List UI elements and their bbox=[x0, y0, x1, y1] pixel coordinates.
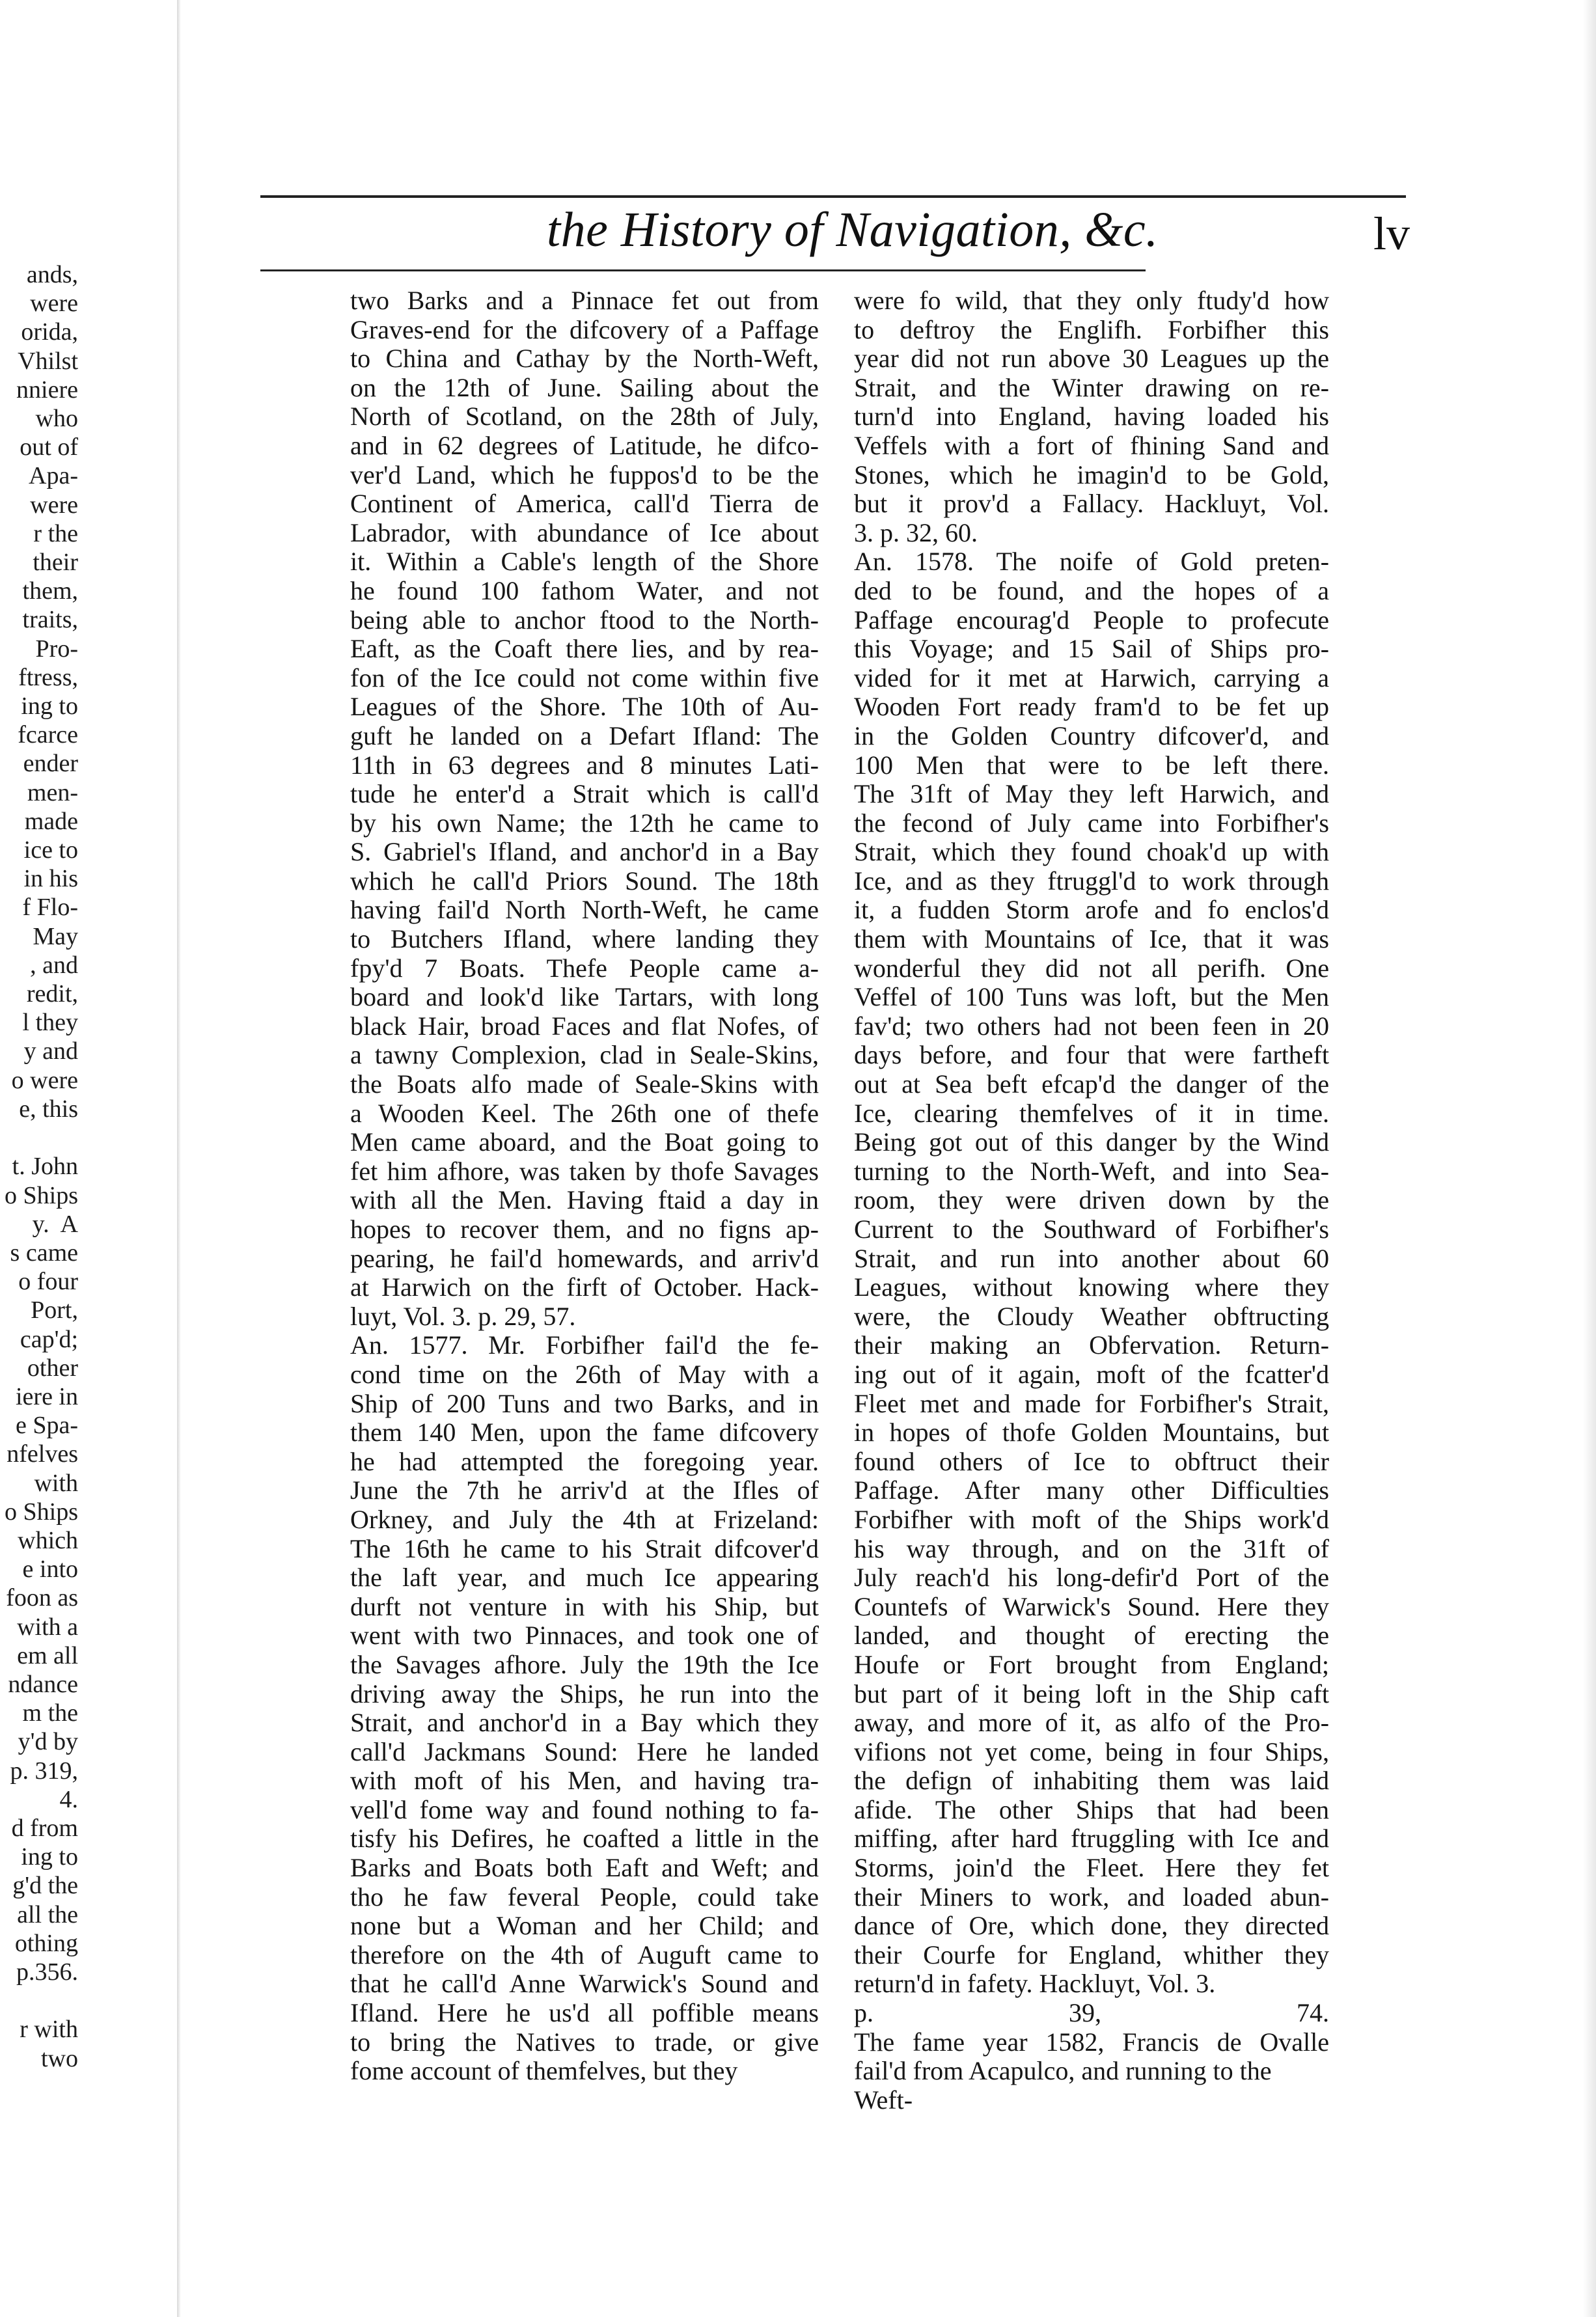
text-line: with all the Men. Having ftaid a day in bbox=[350, 1185, 819, 1215]
previous-page-fragment: s came bbox=[10, 1239, 78, 1267]
previous-page-fragment: p. 319, bbox=[10, 1757, 78, 1785]
previous-page-fragment: e, this bbox=[19, 1095, 78, 1123]
text-line: 11th in 63 degrees and 8 minutes Lati- bbox=[350, 750, 819, 780]
text-line: fav'd; two others had not been feen in 20 bbox=[854, 1011, 1329, 1041]
text-line: Weft- bbox=[854, 2085, 913, 2115]
text-line: Ice, clearing themfelves of it in time. bbox=[854, 1098, 1329, 1128]
text-line: the laft year, and much Ice appearing bbox=[350, 1563, 819, 1593]
text-line: but part of it being loft in the Ship caft bbox=[854, 1679, 1329, 1708]
text-line: guft he landed on a Defart Ifland: The bbox=[350, 720, 819, 750]
text-line: The fame year 1582, Francis de Ovalle bbox=[854, 2027, 1329, 2057]
text-line: the fecond of July came into Forbifher's bbox=[854, 808, 1329, 838]
previous-page-fragment: o were bbox=[11, 1066, 78, 1094]
previous-page-fragment: em all bbox=[17, 1641, 78, 1669]
text-line: call'd Jackmans Sound: Here he landed bbox=[350, 1736, 819, 1766]
text-line: to Butchers Ifland, where landing they bbox=[350, 924, 819, 954]
text-line: durft not venture in with his Ship, but bbox=[350, 1591, 819, 1621]
text-line: their Courfe for England, whither they bbox=[854, 1940, 1329, 1969]
text-line: Countefs of Warwick's Sound. Here they bbox=[854, 1591, 1329, 1621]
text-line: Ice, and as they ftruggl'd to work through bbox=[854, 866, 1329, 896]
text-line: he found 100 fathom Water, and not bbox=[350, 575, 819, 605]
text-line: fome account of themfelves, but they bbox=[350, 2056, 738, 2086]
text-line: tisfy his Defires, he coafted a little in the bbox=[350, 1824, 819, 1854]
text-line: them 140 Men, upon the fame difcovery bbox=[350, 1418, 819, 1447]
text-line: in the Golden Country difcover'd, and bbox=[854, 720, 1329, 750]
text-line: wonderful they did not all perifh. One bbox=[854, 953, 1329, 983]
text-line: vifions not yet come, being in four Ships, bbox=[854, 1736, 1329, 1766]
text-line: Storms, join'd the Fleet. Here they fet bbox=[854, 1853, 1329, 1883]
previous-page-fragment: orida, bbox=[21, 318, 78, 346]
text-line: Stones, which he imagin'd to be Gold, bbox=[854, 459, 1329, 489]
text-line: that he call'd Anne Warwick's Sound and bbox=[350, 1969, 819, 1999]
text-line: 100 Men that were to be left there. bbox=[854, 750, 1329, 780]
text-line: return'd in fafety. Hackluyt, Vol. 3. bbox=[854, 1969, 1216, 1999]
previous-page-fragment: who bbox=[35, 405, 78, 433]
text-line: Strait, and anchor'd in a Bay which they bbox=[350, 1708, 819, 1738]
text-line: Strait, and the Winter drawing on re- bbox=[854, 372, 1329, 402]
text-line: July reach'd his long-defir'd Port of the bbox=[854, 1563, 1329, 1593]
text-line: June the 7th he arriv'd at the Ifles of bbox=[350, 1475, 819, 1505]
previous-page-fragment: e into bbox=[22, 1556, 78, 1584]
previous-page-fragment: d from bbox=[11, 1814, 78, 1842]
text-line: to China and Cathay by the North-Weft, bbox=[350, 344, 819, 374]
text-line: his way through, and on the 31ft of bbox=[854, 1533, 1329, 1563]
page-edge-shadow bbox=[1583, 0, 1596, 2317]
text-line: out at Sea beft efcap'd the danger of the bbox=[854, 1069, 1329, 1099]
previous-page-fragment: Apa- bbox=[29, 462, 78, 490]
text-line: year did not run above 30 Leagues up the bbox=[854, 344, 1329, 374]
text-line: it, a fudden Storm arofe and fo enclos'd bbox=[854, 895, 1329, 925]
text-line: none but a Woman and her Child; and bbox=[350, 1911, 819, 1941]
text-line: were fo wild, that they only ftudy'd how bbox=[854, 286, 1329, 315]
text-line: ver'd Land, which he fuppos'd to be the bbox=[350, 459, 819, 489]
previous-page-fragment: were bbox=[30, 290, 78, 318]
text-line: Paffage. After many other Difficulties bbox=[854, 1475, 1329, 1505]
previous-page-fragment: their bbox=[33, 549, 78, 577]
text-line: luyt, Vol. 3. p. 29, 57. bbox=[350, 1301, 576, 1331]
text-line: black Hair, broad Faces and flat Nofes, of bbox=[350, 1011, 819, 1041]
previous-page-fragment: made bbox=[24, 807, 78, 835]
text-line: being able to anchor ftood to the North- bbox=[350, 605, 819, 635]
text-line: in hopes of thofe Golden Mountains, but bbox=[854, 1418, 1329, 1447]
text-line: he had attempted the foregoing year. bbox=[350, 1446, 819, 1476]
text-line: Ifland. Here he us'd all poffible means bbox=[350, 1998, 819, 2028]
right-text-column bbox=[854, 286, 1329, 2115]
previous-page-fragment: nfelves bbox=[7, 1440, 78, 1468]
previous-page-fragment: t. John bbox=[12, 1153, 78, 1181]
previous-page-fragment: f Flo- bbox=[22, 894, 78, 922]
text-line: turning to the North-Weft, and into Sea- bbox=[854, 1156, 1329, 1186]
previous-page-fragment: nniere bbox=[16, 376, 78, 404]
text-line: Wooden Fort ready fram'd to be fet up bbox=[854, 692, 1329, 722]
text-line: Forbifher with moft of the Ships work'd bbox=[854, 1504, 1329, 1534]
text-line: their making an Obfervation. Return- bbox=[854, 1330, 1329, 1360]
text-line: found others of Ice to obftruct their bbox=[854, 1446, 1329, 1476]
previous-page-fragment: Port, bbox=[31, 1296, 78, 1324]
text-line: this Voyage; and 15 Sail of Ships pro- bbox=[854, 634, 1329, 664]
text-line: the Savages afhore. July the 19th the Ice bbox=[350, 1649, 819, 1679]
text-line: miffing, after hard ftruggling with Ice and bbox=[854, 1824, 1329, 1854]
text-line: Continent of America, call'd Tierra de bbox=[350, 489, 819, 519]
previous-page-fragment bbox=[0, 1986, 78, 2015]
previous-page-fragment: iere in bbox=[15, 1382, 78, 1410]
text-line: An. 1578. The noife of Gold preten- bbox=[854, 547, 1329, 577]
text-line: the Boats alfo made of Seale-Skins with bbox=[350, 1069, 819, 1099]
previous-page-fragment: y'd by bbox=[18, 1728, 78, 1756]
previous-page-fragment: Vhilst bbox=[18, 347, 78, 375]
text-line: on the 12th of June. Sailing about the bbox=[350, 372, 819, 402]
previous-page-fragment: othing bbox=[14, 1929, 78, 1957]
text-line: but it prov'd a Fallacy. Hackluyt, Vol. bbox=[854, 489, 1329, 519]
text-line: afide. The other Ships that had been bbox=[854, 1794, 1329, 1824]
text-line: Leagues, without knowing where they bbox=[854, 1272, 1329, 1302]
text-line: North of Scotland, on the 28th of July, bbox=[350, 402, 819, 432]
previous-page-fragment: r the bbox=[33, 519, 78, 547]
previous-page-fragment: redit, bbox=[26, 980, 78, 1008]
previous-page-fragment: o Ships bbox=[5, 1181, 78, 1209]
previous-page-fragment: other bbox=[27, 1354, 78, 1382]
previous-page-fragment: all the bbox=[17, 1900, 78, 1928]
text-line: Veffel of 100 Tuns was loft, but the Men bbox=[854, 982, 1329, 1012]
previous-page-fragment bbox=[0, 1123, 78, 1152]
text-line: it. Within a Cable's length of the Shore bbox=[350, 547, 819, 577]
previous-page-fragment: , and bbox=[30, 951, 78, 979]
text-line: having fail'd North North-Weft, he came bbox=[350, 895, 819, 925]
previous-page-fragment: with bbox=[34, 1469, 78, 1497]
text-line: 3. p. 32, 60. bbox=[854, 517, 978, 547]
text-line: Paffage encourag'd People to profecute bbox=[854, 605, 1329, 635]
header-rule-top bbox=[260, 195, 1406, 198]
text-line: fet him afhore, was taken by thofe Savages bbox=[350, 1156, 819, 1186]
text-line: The 16th he came to his Strait difcover'd bbox=[350, 1533, 819, 1563]
text-line: which he call'd Priors Sound. The 18th bbox=[350, 866, 819, 896]
text-line: room, they were driven down by the bbox=[854, 1185, 1329, 1215]
text-line: fail'd from Acapulco, and running to the bbox=[854, 2056, 1272, 2086]
page-number: lv bbox=[1373, 208, 1410, 260]
previous-page-fragment: foon as bbox=[6, 1584, 78, 1612]
text-line: Houfe or Fort brought from England; bbox=[854, 1649, 1329, 1679]
previous-page-fragment: r with bbox=[20, 2016, 78, 2044]
text-line: away, and more of it, as alfo of the Pro- bbox=[854, 1708, 1329, 1738]
left-text-column bbox=[350, 286, 819, 2086]
previous-page-fragment: o Ships bbox=[5, 1498, 78, 1526]
previous-page-fragment: men- bbox=[27, 778, 78, 806]
text-line: tude he enter'd a Strait which is call'd bbox=[350, 779, 819, 809]
text-line: Fleet met and made for Forbifher's Strait, bbox=[854, 1388, 1329, 1418]
text-line: pearing, he fail'd homewards, and arriv'd bbox=[350, 1243, 819, 1273]
text-line: Orkney, and July the 4th at Frizeland: bbox=[350, 1504, 819, 1534]
previous-page-fragment: m the bbox=[22, 1699, 78, 1727]
text-line: Men came aboard, and the Boat going to bbox=[350, 1127, 819, 1157]
header-rule-bottom bbox=[260, 269, 1146, 271]
previous-page-fragment: y. A bbox=[32, 1210, 78, 1238]
text-line: fpy'd 7 Boats. Thefe People came a- bbox=[350, 953, 819, 983]
text-line: Barks and Boats both Eaft and Weft; and bbox=[350, 1853, 819, 1883]
text-line: driving away the Ships, he run into the bbox=[350, 1679, 819, 1708]
previous-page-fragment: y and bbox=[23, 1037, 78, 1065]
text-line: two Barks and a Pinnace fet out from bbox=[350, 286, 819, 315]
text-line: by his own Name; the 12th he came to bbox=[350, 808, 819, 838]
book-gutter bbox=[177, 0, 181, 2317]
previous-page-fragment: l they bbox=[22, 1009, 78, 1037]
text-line: fon of the Ice could not come within five bbox=[350, 663, 819, 692]
text-line: p. 39, 74. bbox=[854, 1998, 1329, 2028]
text-line: S. Gabriel's Ifland, and anchor'd in a Bay bbox=[350, 837, 819, 867]
previous-page-fragment: two bbox=[41, 2044, 78, 2072]
previous-page-fragment: ndance bbox=[8, 1670, 78, 1698]
text-line: Labrador, with abundance of Ice about bbox=[350, 517, 819, 547]
text-line: to deftroy the Englifh. Forbifher this bbox=[854, 314, 1329, 344]
previous-page-fragment: ftress, bbox=[18, 663, 78, 691]
previous-page-fragment: Pro- bbox=[35, 635, 78, 663]
text-line: days before, and four that were fartheft bbox=[854, 1040, 1329, 1070]
previous-page-fragment: with a bbox=[17, 1613, 78, 1641]
text-line: Veffels with a fort of fhining Sand and bbox=[854, 430, 1329, 460]
previous-page-fragment: them, bbox=[22, 577, 78, 605]
text-line: at Harwich on the firft of October. Hack- bbox=[350, 1272, 819, 1302]
text-line: dance of Ore, which done, they directed bbox=[854, 1911, 1329, 1941]
text-line: Being got out of this danger by the Wind bbox=[854, 1127, 1329, 1157]
text-line: Current to the Southward of Forbifher's bbox=[854, 1214, 1329, 1244]
text-line: Eaft, as the Coaft there lies, and by rea- bbox=[350, 634, 819, 664]
previous-page-text-fragments bbox=[0, 260, 78, 2073]
text-line: hopes to recover them, and no figns ap- bbox=[350, 1214, 819, 1244]
text-line: Leagues of the Shore. The 10th of Au- bbox=[350, 692, 819, 722]
previous-page-fragment: were bbox=[30, 491, 78, 519]
text-line: An. 1577. Mr. Forbifher fail'd the fe- bbox=[350, 1330, 819, 1360]
text-line: Strait, which they found choak'd up with bbox=[854, 837, 1329, 867]
text-line: ded to be found, and the hopes of a bbox=[854, 575, 1329, 605]
text-line: Ship of 200 Tuns and two Barks, and in bbox=[350, 1388, 819, 1418]
text-line: tho he faw feveral People, could take bbox=[350, 1882, 819, 1912]
text-line: board and look'd like Tartars, with long bbox=[350, 982, 819, 1012]
previous-page-fragment: which bbox=[18, 1526, 78, 1554]
text-line: their Miners to work, and loaded abun- bbox=[854, 1882, 1329, 1912]
previous-page-margin bbox=[0, 0, 182, 2317]
previous-page-fragment: in his bbox=[23, 865, 78, 893]
previous-page-fragment: out of bbox=[20, 433, 78, 461]
text-line: a Wooden Keel. The 26th one of thefe bbox=[350, 1098, 819, 1128]
previous-page-fragment: fcarce bbox=[18, 721, 78, 749]
previous-page-fragment: ands, bbox=[26, 261, 78, 288]
previous-page-fragment: ing to bbox=[21, 692, 78, 720]
text-line: and in 62 degrees of Latitude, he difco- bbox=[350, 430, 819, 460]
text-line: vell'd fome way and found nothing to fa- bbox=[350, 1794, 819, 1824]
text-line: therefore on the 4th of Auguft came to bbox=[350, 1940, 819, 1969]
text-line: to bring the Natives to trade, or give bbox=[350, 2027, 819, 2057]
text-line: Graves-end for the difcovery of a Paffage bbox=[350, 314, 819, 344]
text-line: with moft of his Men, and having tra- bbox=[350, 1766, 819, 1796]
previous-page-fragment: traits, bbox=[22, 606, 78, 634]
text-line: turn'd into England, having loaded his bbox=[854, 402, 1329, 432]
previous-page-fragment: ing to bbox=[21, 1843, 78, 1871]
text-line: landed, and thought of erecting the bbox=[854, 1621, 1329, 1651]
running-title: the History of Navigation, &c. bbox=[547, 202, 1159, 257]
text-line: them with Mountains of Ice, that it was bbox=[854, 924, 1329, 954]
text-line: vided for it met at Harwich, carrying a bbox=[854, 663, 1329, 692]
text-line: the defign of inhabiting them was laid bbox=[854, 1766, 1329, 1796]
previous-page-fragment: 4. bbox=[59, 1785, 78, 1813]
previous-page-fragment: ice to bbox=[23, 836, 78, 864]
previous-page-fragment: g'd the bbox=[12, 1872, 78, 1900]
previous-page-fragment: ender bbox=[23, 750, 78, 778]
previous-page-fragment: cap'd; bbox=[20, 1325, 78, 1353]
text-line: a tawny Complexion, clad in Seale-Skins, bbox=[350, 1040, 819, 1070]
previous-page-fragment: o four bbox=[18, 1268, 78, 1296]
text-line: The 31ft of May they left Harwich, and bbox=[854, 779, 1329, 809]
text-line: ing out of it again, moft of the fcatter'd bbox=[854, 1359, 1329, 1389]
text-line: went with two Pinnaces, and took one of bbox=[350, 1621, 819, 1651]
text-line: Strait, and run into another about 60 bbox=[854, 1243, 1329, 1273]
previous-page-fragment: May bbox=[33, 922, 78, 950]
previous-page-fragment: p.356. bbox=[16, 1958, 78, 1986]
text-line: cond time on the 26th of May with a bbox=[350, 1359, 819, 1389]
text-line: were, the Cloudy Weather obftructing bbox=[854, 1301, 1329, 1331]
previous-page-fragment: e Spa- bbox=[15, 1412, 78, 1440]
